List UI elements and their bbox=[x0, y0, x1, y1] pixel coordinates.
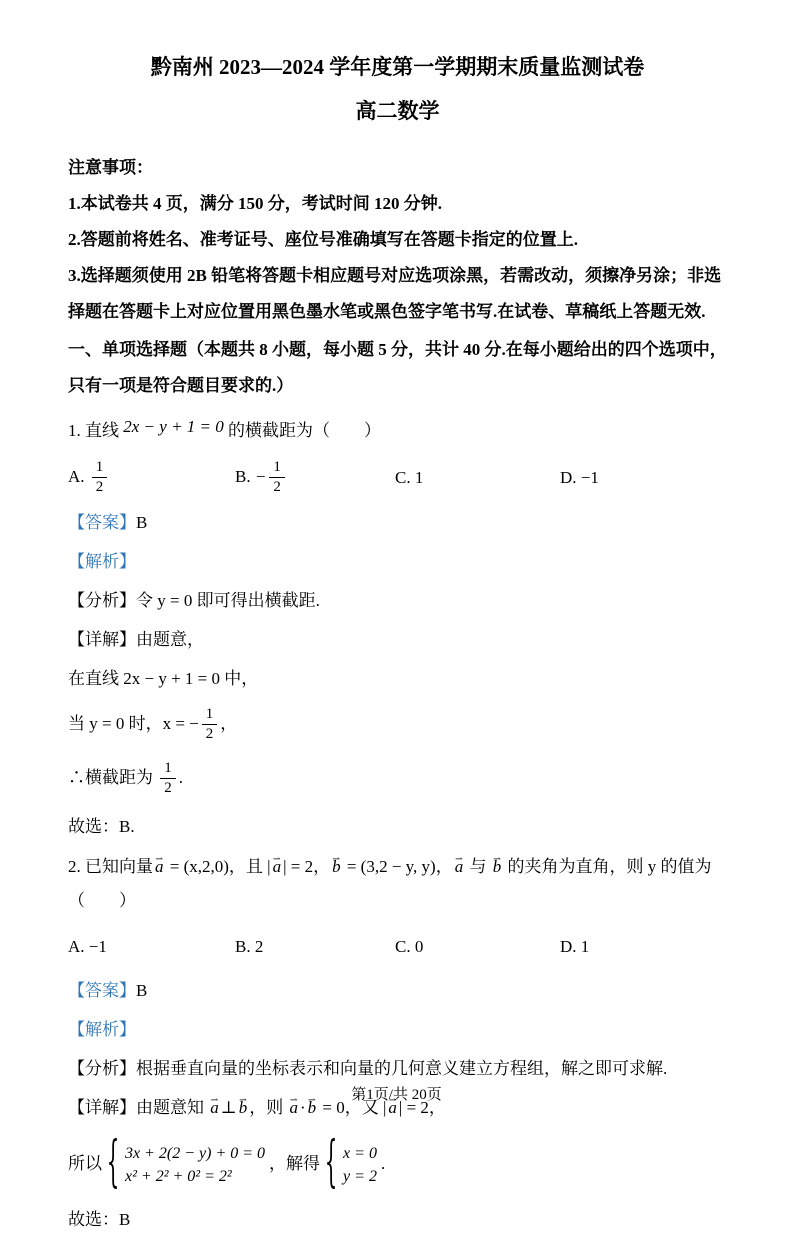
minus-sign: − bbox=[254, 466, 267, 486]
question-1-option-c bbox=[395, 468, 560, 488]
fraction bbox=[202, 706, 218, 742]
left-brace: { bbox=[324, 1132, 338, 1196]
equation-2: x² + 2² + 0² = 2² bbox=[125, 1167, 232, 1185]
fraction-numerator: 1 bbox=[269, 459, 285, 478]
question-1-number: 1. 直线 bbox=[68, 421, 124, 440]
option-c-value: 1 bbox=[414, 468, 424, 487]
vector-a: a ⇀ bbox=[153, 850, 166, 884]
question-1-stem bbox=[68, 414, 727, 448]
equation-rows bbox=[125, 1144, 265, 1187]
question-2-stem bbox=[68, 850, 727, 918]
page-subtitle: 高二数学 bbox=[355, 99, 440, 123]
solution-2: y = 2 bbox=[343, 1167, 377, 1185]
question-2-options bbox=[68, 930, 727, 964]
line-when-suffix: ， bbox=[220, 714, 238, 733]
fraction-denominator: 2 bbox=[95, 478, 104, 495]
option-d-label: D. bbox=[560, 937, 577, 956]
stem-piece: 与 bbox=[465, 857, 491, 876]
option-c-value: 0 bbox=[414, 937, 424, 956]
question-1-line-in: 在直线 2x − y + 1 = 0 中， bbox=[68, 669, 259, 688]
vector-b: b ⇀ bbox=[491, 850, 504, 884]
question-2-option-c bbox=[395, 937, 560, 957]
equation-system bbox=[106, 1132, 266, 1196]
line-conc-prefix: ∴横截距为 bbox=[68, 768, 158, 787]
question-1-equation: 2x − y + 1 = 0 bbox=[123, 417, 224, 436]
fraction-numerator: 1 bbox=[202, 706, 218, 725]
page-title: 黔南州 2023—2024 学年度第一学期期末质量监测试卷 bbox=[150, 55, 645, 79]
stem-piece: | = 2， bbox=[283, 857, 331, 876]
fraction-denominator: 2 bbox=[273, 478, 281, 495]
fenxi-text: 根据垂直向量的坐标表示和向量的几何意义建立方程组，解之即可求解. bbox=[136, 1059, 668, 1078]
xiangjie-piece: | = 2， bbox=[398, 1098, 446, 1117]
fraction bbox=[160, 760, 176, 796]
question-2-fenxi bbox=[68, 1057, 727, 1081]
answer-value: B bbox=[136, 981, 148, 1000]
vector-b: b ⇀ bbox=[330, 850, 343, 884]
option-a-label: A. bbox=[68, 937, 85, 956]
vector-a: a ⇀ bbox=[386, 1096, 399, 1120]
option-d-label: D. bbox=[560, 468, 577, 487]
question-2-number: 2. 已知向量 bbox=[68, 857, 153, 876]
question-1 bbox=[68, 414, 727, 840]
question-1-option-d bbox=[560, 468, 727, 488]
notice-item-2: 2.答题前将姓名、准考证号、座位号准确填写在答题卡指定的位置上. bbox=[68, 230, 578, 249]
vector-a: a ⇀ bbox=[208, 1096, 221, 1120]
question-1-stem-suffix: 的横截距为（ ） bbox=[223, 421, 382, 440]
notice-section bbox=[68, 150, 727, 330]
xiangjie-tag: 【详解】 bbox=[68, 1098, 136, 1117]
xiangjie-piece: 由题意知 bbox=[136, 1098, 209, 1117]
question-1-conclusion: 故选：B. bbox=[68, 817, 135, 836]
fraction-numerator: 1 bbox=[92, 459, 108, 478]
answer-tag: 【答案】 bbox=[68, 513, 136, 532]
notice-item-1: 1.本试卷共 4 页，满分 150 分，考试时间 120 分钟. bbox=[68, 194, 442, 213]
answer-tag: 【答案】 bbox=[68, 981, 136, 1000]
question-1-jiexi bbox=[68, 550, 727, 574]
vector-b: b ⇀ bbox=[237, 1096, 250, 1120]
page-footer: 第1页/共 20页 bbox=[351, 1087, 442, 1103]
system-middle: ，解得 bbox=[269, 1154, 321, 1173]
xiangjie-tag: 【详解】 bbox=[68, 630, 136, 649]
jiexi-tag: 【解析】 bbox=[68, 1020, 136, 1039]
xiangjie-piece: = 0，又 | bbox=[318, 1098, 387, 1117]
notice-heading: 注意事项： bbox=[68, 158, 153, 177]
option-a-label: A. bbox=[68, 466, 85, 486]
question-2-conclusion: 故选：B bbox=[68, 1210, 131, 1230]
answer-value: B bbox=[136, 513, 148, 532]
question-1-fenxi bbox=[68, 589, 727, 613]
question-1-xiangjie bbox=[68, 628, 727, 652]
option-c-label: C. bbox=[395, 937, 411, 956]
vector-a: a ⇀ bbox=[288, 1096, 301, 1120]
jiexi-tag: 【解析】 bbox=[68, 552, 136, 571]
line-conc-suffix: . bbox=[178, 768, 183, 787]
fraction-denominator: 2 bbox=[205, 725, 214, 742]
question-2-option-b bbox=[235, 937, 395, 957]
question-2 bbox=[68, 850, 727, 1233]
stem-piece: = (x,2,0)，且 | bbox=[165, 857, 271, 876]
equation-1: 3x + 2(2 − y) + 0 = 0 bbox=[125, 1144, 266, 1162]
option-c-label: C. bbox=[395, 468, 411, 487]
question-1-line-when bbox=[68, 702, 727, 746]
question-1-option-b bbox=[235, 460, 395, 496]
option-b-label: B. bbox=[235, 937, 251, 956]
fenxi-text: 令 y = 0 即可得出横截距. bbox=[136, 591, 320, 610]
vector-b: b ⇀ bbox=[306, 1096, 319, 1120]
fenxi-tag: 【分析】 bbox=[68, 591, 136, 610]
fraction-numerator: 1 bbox=[160, 760, 176, 779]
question-2-option-a bbox=[68, 937, 235, 957]
vector-a: a ⇀ bbox=[453, 850, 466, 884]
option-b-label: B. bbox=[235, 466, 251, 486]
question-2-system bbox=[68, 1132, 727, 1196]
stem-piece: 的夹角为直角，则 y 的值为（ ） bbox=[68, 857, 712, 910]
fraction-denominator: 2 bbox=[164, 779, 172, 796]
question-1-answer bbox=[68, 511, 727, 535]
system-suffix: . bbox=[380, 1154, 386, 1173]
left-brace: { bbox=[106, 1132, 120, 1196]
question-1-line-conclusion-math bbox=[68, 756, 727, 800]
fenxi-tag: 【分析】 bbox=[68, 1059, 136, 1078]
question-2-option-d bbox=[560, 937, 727, 957]
question-2-answer bbox=[68, 979, 727, 1003]
fraction bbox=[269, 459, 285, 495]
section-1-heading: 一、单项选择题（本题共 8 小题，每小题 5 分，共计 40 分.在每小题给出的四个选项中，只有一项是符合题目要求的.） bbox=[68, 340, 727, 395]
xiangjie-text: 由题意， bbox=[136, 630, 204, 649]
option-d-value: 1 bbox=[580, 937, 590, 956]
stem-piece: = (3,2 − y, y)， bbox=[342, 857, 453, 876]
solution-1: x = 0 bbox=[343, 1144, 377, 1162]
solution-rows bbox=[343, 1144, 377, 1187]
option-d-value: −1 bbox=[580, 468, 599, 487]
question-1-options bbox=[68, 460, 727, 496]
option-b-value: 2 bbox=[254, 937, 264, 956]
solution-system bbox=[324, 1132, 377, 1196]
notice-item-3: 3.选择题须使用 2B 铅笔将答题卡相应题号对应选项涂黑，若需改动，须擦净另涂；非选择题在答题卡上对应位置用黑色墨水笔或黑色签字笔书写.在试卷、草稿纸上答题无效. bbox=[68, 266, 722, 321]
dot-product-symbol: · bbox=[300, 1098, 306, 1117]
fraction bbox=[92, 459, 108, 495]
perpendicular-symbol: ⊥ bbox=[220, 1098, 237, 1117]
question-2-jiexi bbox=[68, 1018, 727, 1042]
question-1-option-a bbox=[68, 460, 235, 496]
line-when-prefix: 当 y = 0 时，x = − bbox=[68, 714, 199, 733]
system-prefix: 所以 bbox=[68, 1154, 102, 1173]
xiangjie-piece: ，则 bbox=[249, 1098, 288, 1117]
vector-a: a ⇀ bbox=[271, 850, 284, 884]
option-a-value: −1 bbox=[88, 937, 107, 956]
